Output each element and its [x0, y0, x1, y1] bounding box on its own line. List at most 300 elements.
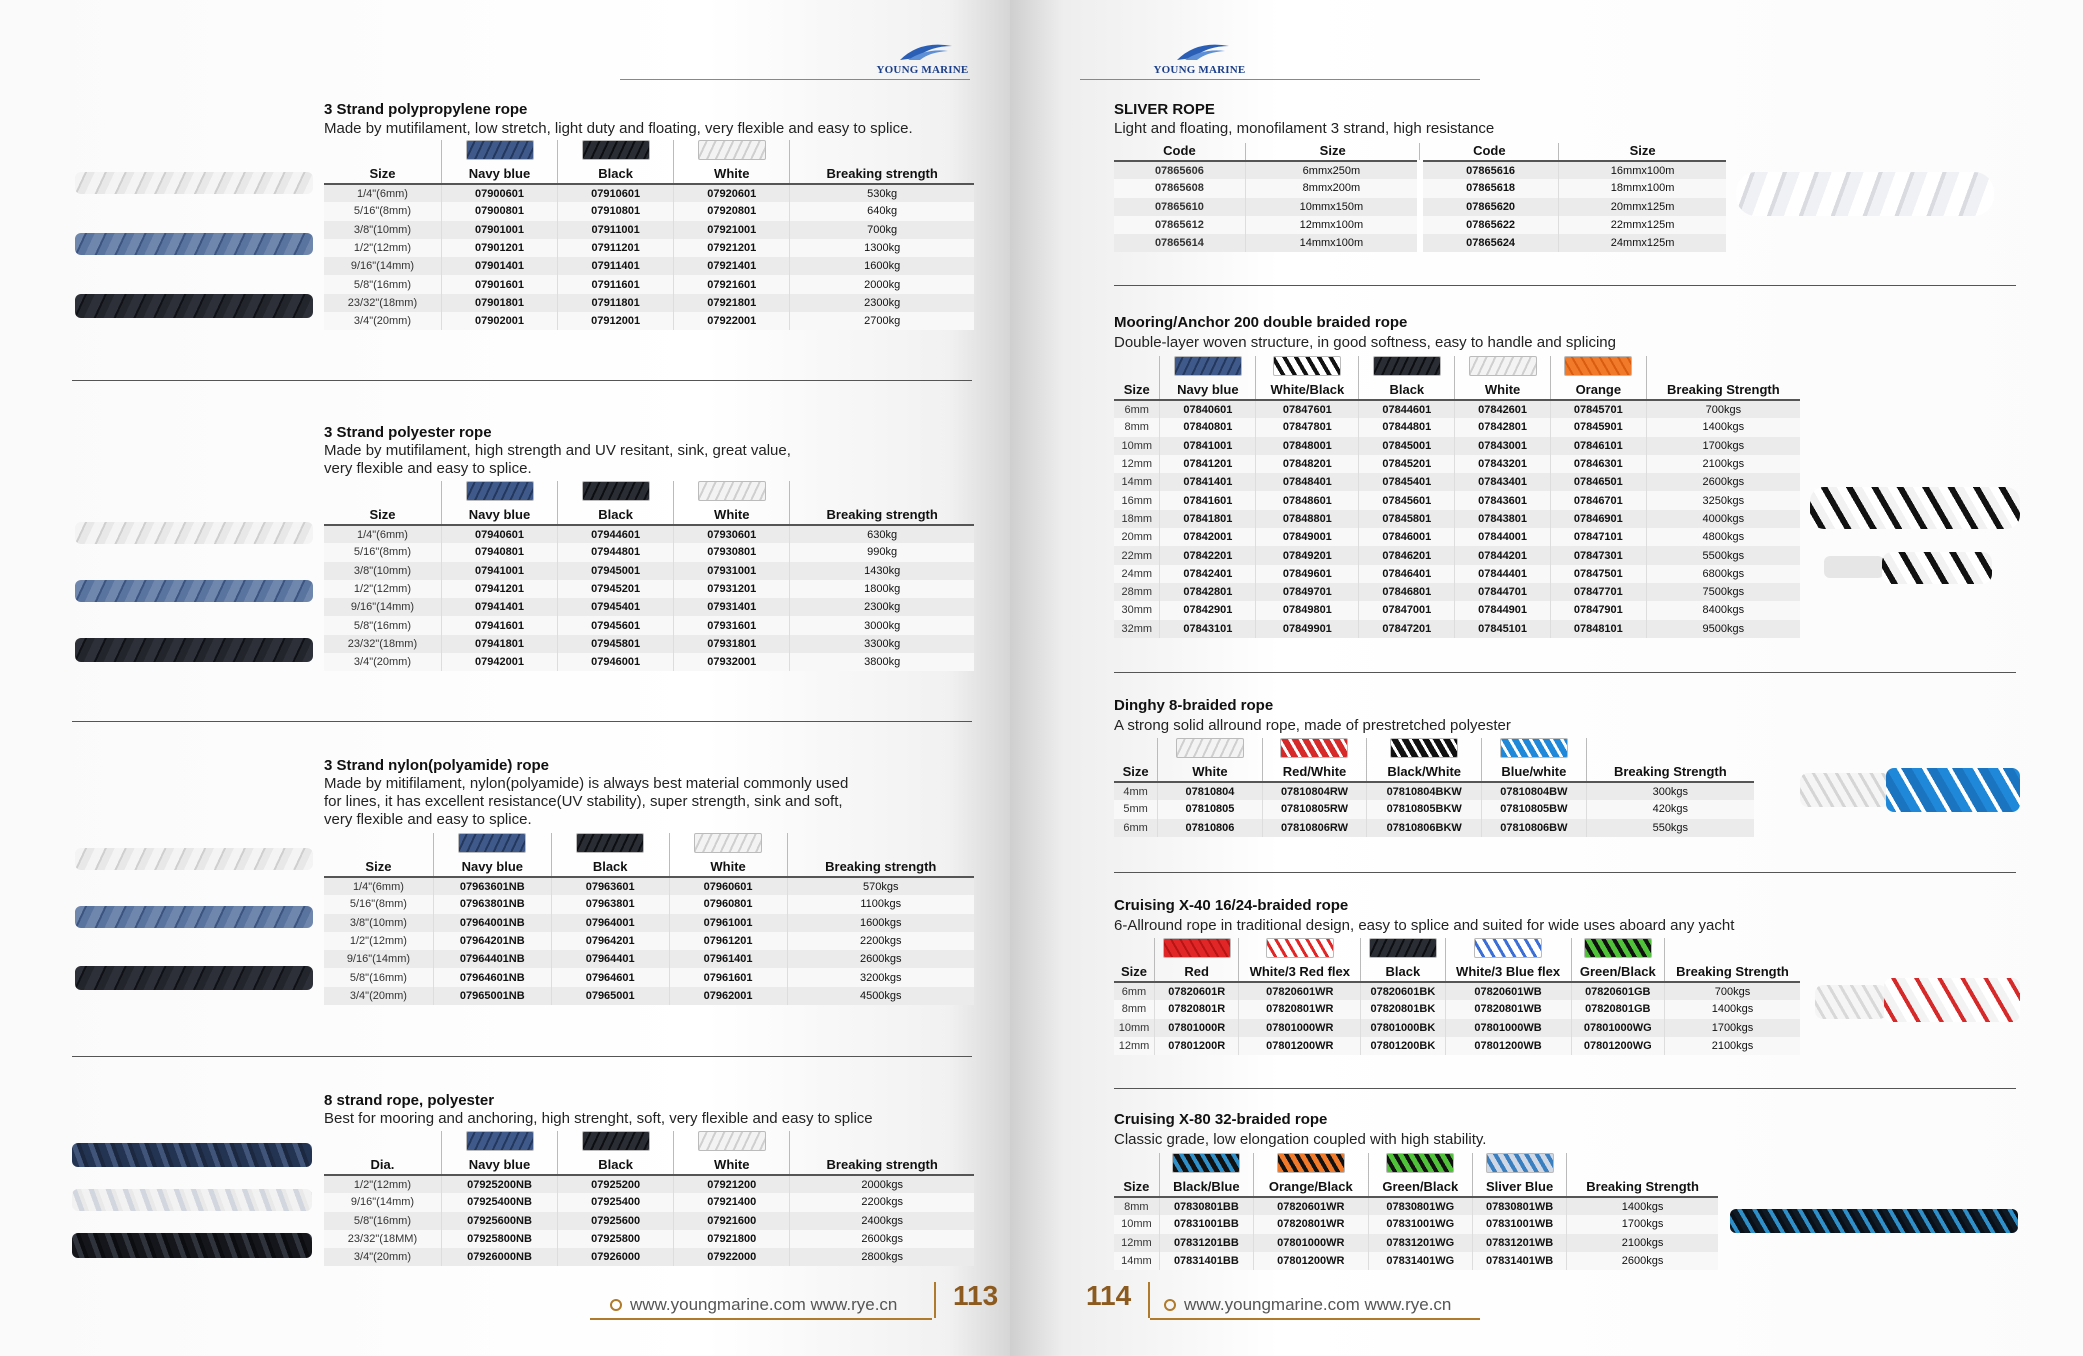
navy-blue-swatch	[1174, 356, 1242, 376]
column-header-size	[1114, 938, 1155, 982]
table-cell: 07810804	[1158, 782, 1263, 800]
section-desc: very flexible and easy to splice.	[324, 811, 532, 828]
column-header-white	[674, 140, 790, 184]
page-number: 113	[953, 1280, 999, 1311]
size-cell: 12mm	[1114, 455, 1160, 473]
table-row	[1114, 546, 1800, 564]
table-cell: 1400kgs	[1646, 418, 1800, 436]
table-cell: 07921601	[674, 275, 790, 293]
table-cell: 07846401	[1359, 565, 1455, 583]
table-cell: 07801000WR	[1253, 1234, 1368, 1252]
table-row	[324, 914, 974, 932]
size-cell: 5/8"(16mm)	[324, 968, 433, 986]
table-cell: 07901001	[441, 221, 557, 239]
table-cell: 07945601	[558, 616, 674, 634]
table-cell: 07901801	[441, 294, 557, 312]
size-cell: 1/2"(12mm)	[324, 239, 441, 257]
spec-table	[1114, 738, 1754, 837]
table-cell: 07901601	[441, 275, 557, 293]
rope-image-core	[1824, 556, 1884, 578]
size-cell: 30mm	[1114, 601, 1160, 619]
rope-image-white	[72, 1189, 312, 1211]
table-cell: 6mmx250m	[1245, 161, 1420, 179]
table-cell: 07921401	[674, 257, 790, 275]
table-row	[324, 635, 974, 653]
table-cell: 07925800	[558, 1230, 674, 1248]
section-divider	[72, 721, 972, 722]
table-cell: 07926000	[558, 1248, 674, 1266]
section-desc: for lines, it has excellent resistance(UV stability), super strength, sink and soft,	[324, 793, 843, 810]
table-cell: 07865620	[1420, 198, 1559, 216]
table-cell: 07941201	[441, 580, 557, 598]
rope-image-navy	[75, 906, 313, 928]
orange-black-swatch	[1277, 1153, 1345, 1173]
black-swatch	[1369, 938, 1437, 958]
footer-website[interactable]: www.youngmarine.com www.rye.cn	[610, 1295, 897, 1315]
column-header-label: Black	[592, 859, 628, 874]
size-cell: 3/8"(10mm)	[324, 562, 441, 580]
brand-name: YOUNG MARINE	[876, 64, 969, 76]
table-cell: 07849901	[1256, 620, 1359, 638]
table-cell: 07831001BB	[1159, 1215, 1253, 1233]
size-cell: 3/4"(20mm)	[324, 987, 433, 1005]
table-row	[324, 877, 974, 895]
column-header-size	[324, 481, 441, 525]
table-row	[1114, 455, 1800, 473]
table-cell: 07831201WB	[1472, 1234, 1566, 1252]
column-header-code	[1114, 143, 1245, 161]
column-header-label: Black/Blue	[1173, 1179, 1240, 1194]
column-header-label: Navy blue	[468, 507, 531, 522]
table-cell: 07910801	[558, 202, 674, 220]
table-cell: 07925400NB	[441, 1193, 557, 1211]
table-row	[324, 312, 974, 330]
table-cell: 07810806BKW	[1367, 819, 1482, 837]
table-cell: 07941401	[441, 598, 557, 616]
table-cell: 07849701	[1256, 583, 1359, 601]
navy-blue-swatch	[458, 833, 526, 853]
column-header-label: White	[714, 166, 750, 181]
table-cell: 2200kgs	[787, 932, 974, 950]
column-header-orange-black	[1253, 1153, 1368, 1197]
column-header-label: Black	[598, 507, 633, 522]
table-cell: 07930601	[674, 525, 790, 543]
column-header-breaking-strength	[790, 140, 974, 184]
size-cell: 9/16"(14mm)	[324, 950, 433, 968]
table-cell: 07931801	[674, 635, 790, 653]
size-cell: 10mm	[1114, 437, 1160, 455]
table-cell: 1100kgs	[787, 895, 974, 913]
table-cell: 07848101	[1550, 620, 1646, 638]
table-cell: 07810806RW	[1262, 819, 1367, 837]
table-cell: 07961601	[669, 968, 787, 986]
white-black-swatch	[1273, 356, 1341, 376]
size-cell: 5/8"(16mm)	[324, 275, 441, 293]
section-title: SLIVER ROPE	[1114, 101, 1215, 118]
table-cell: 07846101	[1550, 437, 1646, 455]
table-cell: 07843801	[1455, 510, 1551, 528]
column-header-label: Orange/Black	[1268, 1179, 1353, 1194]
table-cell: 16mmx100m	[1559, 161, 1726, 179]
table-cell: 07964201NB	[433, 932, 551, 950]
table-cell: 07849001	[1256, 528, 1359, 546]
table-cell: 07911201	[558, 239, 674, 257]
size-cell: 5/16"(8mm)	[324, 543, 441, 561]
white-swatch	[1176, 738, 1244, 758]
navy-blue-swatch	[466, 481, 534, 501]
column-header-label: Black	[598, 166, 633, 181]
size-cell: 6mm	[1114, 982, 1155, 1000]
table-cell: 07844801	[1359, 418, 1455, 436]
table-row	[324, 257, 974, 275]
column-header-label: Size	[1122, 764, 1149, 779]
table-row	[1114, 418, 1800, 436]
table-cell: 07931601	[674, 616, 790, 634]
green-black-swatch	[1584, 938, 1652, 958]
table-cell: 07865618	[1420, 179, 1559, 197]
table-row	[324, 221, 974, 239]
table-cell: 1400kgs	[1567, 1197, 1718, 1215]
table-cell: 07842901	[1160, 601, 1256, 619]
table-cell: 07925800NB	[441, 1230, 557, 1248]
table-cell: 07961201	[669, 932, 787, 950]
table-cell: 07843401	[1455, 473, 1551, 491]
page-number: 114	[1086, 1280, 1132, 1311]
table-cell: 07842001	[1160, 528, 1256, 546]
table-cell: 550kgs	[1586, 819, 1754, 837]
table-cell: 07847901	[1550, 601, 1646, 619]
table-cell: 07848001	[1256, 437, 1359, 455]
red-white-swatch	[1280, 738, 1348, 758]
right-header	[1080, 36, 1480, 80]
table-cell: 07941601	[441, 616, 557, 634]
footer-website[interactable]: www.youngmarine.com www.rye.cn	[1164, 1295, 1451, 1315]
section-title: Mooring/Anchor 200 double braided rope	[1114, 314, 1408, 331]
column-header-white	[1455, 356, 1551, 400]
size-cell: 5/16"(8mm)	[324, 202, 441, 220]
table-cell: 07847701	[1550, 583, 1646, 601]
column-header-navy-blue	[441, 140, 557, 184]
left-header	[620, 36, 970, 80]
table-cell: 07801000WG	[1571, 1019, 1664, 1037]
black-swatch	[582, 1131, 650, 1151]
table-cell: 07810805BKW	[1367, 800, 1482, 818]
table-cell: 07841601	[1160, 491, 1256, 509]
section-divider	[1114, 872, 2016, 873]
table-cell: 07921600	[674, 1212, 790, 1230]
table-cell: 07831201WG	[1368, 1234, 1472, 1252]
column-header-label: Code	[1473, 143, 1506, 158]
table-cell: 07848201	[1256, 455, 1359, 473]
table-row	[1114, 1215, 1718, 1233]
table-row	[1114, 565, 1800, 583]
size-cell: 3/4"(20mm)	[324, 1248, 441, 1266]
table-cell: 5500kgs	[1646, 546, 1800, 564]
table-cell: 07921801	[674, 294, 790, 312]
table-cell: 07911801	[558, 294, 674, 312]
table-cell: 07847301	[1550, 546, 1646, 564]
column-header-label: Green/Black	[1382, 1179, 1459, 1194]
section-divider	[1114, 285, 2016, 286]
table-row	[1114, 510, 1800, 528]
column-header-black-blue	[1159, 1153, 1253, 1197]
column-header-label: Blue/white	[1501, 764, 1567, 779]
column-header-label: Breaking strength	[826, 507, 938, 522]
size-cell: 32mm	[1114, 620, 1160, 638]
black-blue-swatch	[1172, 1153, 1240, 1173]
rope-image-white-red	[1884, 978, 2020, 1022]
table-row	[1114, 819, 1754, 837]
column-header-black	[558, 1131, 674, 1175]
table-cell: 2200kgs	[790, 1193, 974, 1211]
table-row	[324, 239, 974, 257]
size-cell: 3/8"(10mm)	[324, 221, 441, 239]
table-cell: 07820601BK	[1361, 982, 1445, 1000]
column-header-white-3-red-flex	[1239, 938, 1361, 982]
table-cell: 07810804BW	[1482, 782, 1587, 800]
table-cell: 07901201	[441, 239, 557, 257]
table-row	[1114, 601, 1800, 619]
size-cell: 12mm	[1114, 1037, 1155, 1055]
table-row	[1114, 982, 1800, 1000]
table-cell: 3250kgs	[1646, 491, 1800, 509]
table-row	[324, 616, 974, 634]
brand-logo	[860, 38, 985, 76]
table-cell: 07820801WR	[1253, 1215, 1368, 1233]
column-header-blue-white	[1482, 738, 1587, 782]
column-header-white-3-blue-flex	[1445, 938, 1571, 982]
blue-white-swatch	[1500, 738, 1568, 758]
column-header-breaking-strength	[1586, 738, 1754, 782]
table-row	[1114, 1234, 1718, 1252]
table-cell: 07931001	[674, 562, 790, 580]
size-cell: 12mm	[1114, 1234, 1159, 1252]
column-header-code	[1420, 143, 1559, 161]
size-cell: 9/16"(14mm)	[324, 1193, 441, 1211]
column-header-label: White	[714, 507, 750, 522]
table-cell: 07810804BKW	[1367, 782, 1482, 800]
table-cell: 07820601GB	[1571, 982, 1664, 1000]
table-row	[1114, 234, 1726, 252]
table-cell: 07820601WB	[1445, 982, 1571, 1000]
table-cell: 07865622	[1420, 216, 1559, 234]
section-desc: Made by mitifilament, nylon(polyamide) is always best material commonly used	[324, 775, 849, 792]
size-cell: 9/16"(14mm)	[324, 598, 441, 616]
column-header-label: White/3 Red flex	[1249, 964, 1350, 979]
table-cell: 07846901	[1550, 510, 1646, 528]
table-cell: 07848601	[1256, 491, 1359, 509]
column-header-label: Breaking Strength	[1586, 1179, 1699, 1194]
table-cell: 07945201	[558, 580, 674, 598]
table-cell: 07925400	[558, 1193, 674, 1211]
rope-image-navy	[75, 233, 313, 255]
column-header-label: Black	[598, 1157, 633, 1172]
table-row	[1114, 491, 1800, 509]
table-cell: 14mmx100m	[1245, 234, 1420, 252]
table-cell: 07841201	[1160, 455, 1256, 473]
table-cell: 1430kg	[790, 562, 974, 580]
table-cell: 2300kg	[790, 598, 974, 616]
table-row	[1114, 437, 1800, 455]
table-row	[1114, 161, 1726, 179]
table-cell: 07945001	[558, 562, 674, 580]
rope-image-white	[1800, 773, 1890, 807]
table-cell: 07901401	[441, 257, 557, 275]
rope-image-white	[75, 848, 313, 870]
table-cell: 07810805RW	[1262, 800, 1367, 818]
red-swatch	[1163, 938, 1231, 958]
column-header-red	[1155, 938, 1239, 982]
table-cell: 07920601	[674, 184, 790, 202]
column-header-label: Size	[365, 859, 392, 874]
table-cell: 1300kg	[790, 239, 974, 257]
column-header-label: Black	[1389, 382, 1425, 397]
table-cell: 07846801	[1359, 583, 1455, 601]
table-cell: 2600kgs	[1567, 1252, 1718, 1270]
table-cell: 07961401	[669, 950, 787, 968]
table-cell: 07921001	[674, 221, 790, 239]
table-cell: 07941801	[441, 635, 557, 653]
size-cell: 07865610	[1114, 198, 1245, 216]
table-cell: 4800kgs	[1646, 528, 1800, 546]
table-cell: 07925200	[558, 1175, 674, 1193]
table-cell: 07844001	[1455, 528, 1551, 546]
table-cell: 07963801NB	[433, 895, 551, 913]
rope-image-navy	[72, 1143, 312, 1167]
table-cell: 07847001	[1359, 601, 1455, 619]
size-cell: 1/2"(12mm)	[324, 1175, 441, 1193]
column-header-label: White	[1484, 382, 1521, 397]
table-cell: 2100kgs	[1665, 1037, 1800, 1055]
table-cell: 07961001	[669, 914, 787, 932]
table-row	[324, 580, 974, 598]
section-desc: very flexible and easy to splice.	[324, 460, 532, 477]
column-header-green-black	[1571, 938, 1664, 982]
column-header-breaking-strength	[787, 833, 974, 877]
table-row	[324, 275, 974, 293]
table-cell: 4500kgs	[787, 987, 974, 1005]
table-cell: 07965001	[551, 987, 669, 1005]
section-desc: Best for mooring and anchoring, high strenght, soft, very flexible and easy to splice	[324, 1110, 873, 1127]
table-cell: 07801000BK	[1361, 1019, 1445, 1037]
table-cell: 07831001WG	[1368, 1215, 1472, 1233]
table-cell: 07801200BK	[1361, 1037, 1445, 1055]
table-cell: 07945401	[558, 598, 674, 616]
section-desc: Double-layer woven structure, in good softness, easy to handle and splicing	[1114, 334, 1616, 351]
column-header-label: Size	[1319, 143, 1346, 158]
table-cell: 1700kgs	[1646, 437, 1800, 455]
size-cell: 5/8"(16mm)	[324, 616, 441, 634]
size-cell: 07865614	[1114, 234, 1245, 252]
column-header-label: Orange	[1575, 382, 1622, 397]
spec-table	[324, 1131, 974, 1266]
table-row	[1114, 800, 1754, 818]
table-cell: 07810806	[1158, 819, 1263, 837]
table-cell: 22mmx125m	[1559, 216, 1726, 234]
table-cell: 07831401WB	[1472, 1252, 1566, 1270]
footer-rule	[1148, 1282, 1150, 1318]
size-cell: 1/4"(6mm)	[324, 184, 441, 202]
rope-image-core	[1815, 985, 1887, 1019]
brand-logo	[1137, 38, 1262, 76]
column-header-black	[558, 140, 674, 184]
column-header-label: White/3 Blue flex	[1456, 964, 1561, 979]
black-swatch	[582, 140, 650, 160]
size-cell: 07865612	[1114, 216, 1245, 234]
section-divider	[72, 380, 972, 381]
table-cell: 07842801	[1455, 418, 1551, 436]
rope-image-white	[75, 172, 313, 194]
table-cell: 07940801	[441, 543, 557, 561]
spec-table	[324, 140, 974, 330]
table-cell: 07925200NB	[441, 1175, 557, 1193]
table-row	[324, 653, 974, 671]
spec-table	[324, 833, 974, 1005]
table-cell: 3300kg	[790, 635, 974, 653]
table-cell: 07960601	[669, 877, 787, 895]
column-header-black	[1361, 938, 1445, 982]
table-cell: 07810806BW	[1482, 819, 1587, 837]
column-header-black	[1359, 356, 1455, 400]
column-header-black	[551, 833, 669, 877]
footer-rule	[934, 1282, 936, 1318]
table-cell: 07964001	[551, 914, 669, 932]
size-cell: 16mm	[1114, 491, 1160, 509]
size-cell: 18mm	[1114, 510, 1160, 528]
table-cell: 3800kg	[790, 653, 974, 671]
table-cell: 07964001NB	[433, 914, 551, 932]
table-cell: 2300kg	[790, 294, 974, 312]
column-header-label: Sliver Blue	[1485, 1179, 1554, 1194]
column-header-label: Size	[369, 166, 396, 181]
size-cell: 4mm	[1114, 782, 1158, 800]
table-cell: 07900801	[441, 202, 557, 220]
section-title: Dinghy 8-braided rope	[1114, 697, 1274, 714]
size-cell: 20mm	[1114, 528, 1160, 546]
table-cell: 07820801BK	[1361, 1000, 1445, 1018]
column-header-navy-blue	[433, 833, 551, 877]
sliver-blue-swatch	[1486, 1153, 1554, 1173]
table-cell: 8mmx200m	[1245, 179, 1420, 197]
wave-icon	[1137, 38, 1262, 64]
table-row	[324, 598, 974, 616]
table-cell: 3200kgs	[787, 968, 974, 986]
table-row	[324, 184, 974, 202]
column-header-label: Navy blue	[468, 166, 531, 181]
table-cell: 07921200	[674, 1175, 790, 1193]
column-header-label: Size	[369, 507, 396, 522]
table-cell: 07830801WG	[1368, 1197, 1472, 1215]
size-cell: 1/4"(6mm)	[324, 525, 441, 543]
size-cell: 10mm	[1114, 1215, 1159, 1233]
table-cell: 07963601	[551, 877, 669, 895]
table-cell: 8400kgs	[1646, 601, 1800, 619]
rope-image-black-blue	[1730, 1209, 2018, 1233]
table-row	[1114, 216, 1726, 234]
size-cell: 23/32"(18mm)	[324, 294, 441, 312]
table-cell: 07845801	[1359, 510, 1455, 528]
table-cell: 07963601NB	[433, 877, 551, 895]
table-cell: 07847501	[1550, 565, 1646, 583]
white-swatch	[698, 140, 766, 160]
table-cell: 07922001	[674, 312, 790, 330]
table-cell: 07820801WB	[1445, 1000, 1571, 1018]
table-cell: 07921201	[674, 239, 790, 257]
footer-rule	[590, 1318, 932, 1320]
table-cell: 07810805	[1158, 800, 1263, 818]
column-header-navy-blue	[441, 1131, 557, 1175]
table-row	[1114, 1000, 1800, 1018]
